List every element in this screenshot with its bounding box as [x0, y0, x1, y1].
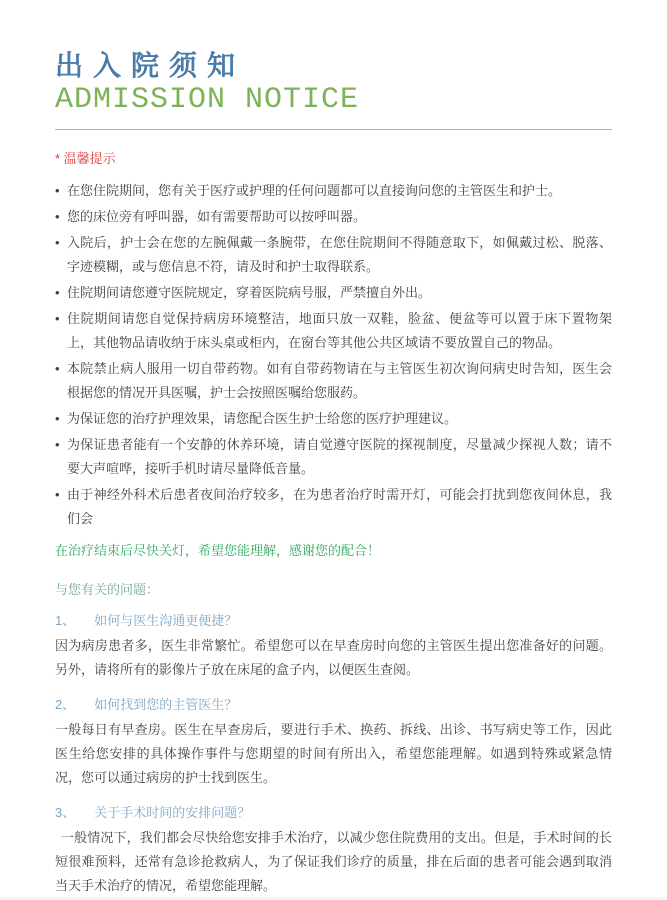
page-title-chinese: 出入院须知	[55, 50, 246, 81]
bullet-icon: •	[55, 209, 60, 224]
question-line	[55, 695, 612, 715]
question-line	[55, 611, 612, 631]
question-line	[55, 803, 612, 823]
warm-tips-label: * 温馨提示	[55, 151, 116, 166]
question-number: 1、	[55, 613, 76, 628]
answer-text: 一般每日有早查房。医生在早查房后，要进行手术、换药、拆线、出诊、书写病史等工作，因此医生给您安排的具体操作事件与您期望的时间有所出入，希望您能理解。如遇到特殊或紧急情况，您可以通过病房的护士找到医生。	[55, 722, 612, 785]
bullet-icon: •	[55, 311, 60, 326]
qa-item	[55, 695, 612, 790]
question-number: 2、	[55, 697, 76, 712]
tip-item	[55, 179, 612, 203]
tip-text: 您的床位旁有呼叫器，如有需要帮助可以按呼叫器。	[67, 209, 367, 224]
tip-item	[55, 357, 612, 405]
answer-text: 一般情况下，我们都会尽快给您安排手术治疗，以减少您住院费用的支出。但是，手术时间的长短很难预料，还常有急诊抢救病人，为了保证我们诊疗的质量，排在后面的患者可能会遇到取消当天手术治疗的情况，希望您能理解。	[55, 830, 612, 893]
bullet-icon: •	[55, 361, 60, 376]
tip-text: 为保证您的治疗护理效果，请您配合医生护士给您的医疗护理建议。	[67, 411, 458, 426]
questions-section-heading: 与您有关的问题：	[55, 582, 160, 597]
bullet-icon: •	[55, 285, 60, 300]
tip-text: 为保证患者能有一个安静的休养环境，请自觉遵守医院的探视制度，尽量减少探视人数；请不要大声喧哗，接听手机时请尽量降低音量。	[67, 437, 612, 476]
tip-item	[55, 281, 612, 305]
bullet-icon: •	[55, 487, 60, 502]
page-title-english: ADMISSION NOTICE	[55, 83, 360, 117]
tips-list	[55, 179, 612, 531]
tip-text: 由于神经外科术后患者夜间治疗较多，在为患者治疗时需开灯，可能会打扰到您夜间休息，我们会	[67, 487, 612, 526]
tip-item	[55, 433, 612, 481]
answer-text: 因为病房患者多，医生非常繁忙。希望您可以在早查房时向您的主管医生提出您准备好的问题。另外，请将所有的影像片子放在床尾的盒子内，以便医生查阅。	[55, 638, 612, 677]
question-number: 3、	[55, 805, 76, 820]
bullet-icon: •	[55, 235, 60, 250]
tip-text: 住院期间请您遵守医院规定，穿着医院病号服，严禁擅自外出。	[67, 285, 432, 300]
question-text: 如何找到您的主管医生？	[94, 697, 238, 712]
tip-item	[55, 231, 612, 279]
tip-item	[55, 307, 612, 355]
tip-item	[55, 205, 612, 229]
tip-text: 本院禁止病人服用一切自带药物。如有自带药物请在与主管医生初次询问病史时告知，医生会根据您的情况开具医嘱，护士会按照医嘱给您服药。	[67, 361, 612, 400]
bullet-icon: •	[55, 183, 60, 198]
qa-item	[55, 803, 612, 898]
bullet-icon: •	[55, 411, 60, 426]
qa-item	[55, 611, 612, 682]
question-text: 关于手术时间的安排问题？	[94, 805, 251, 820]
tip-text: 入院后，护士会在您的左腕佩戴一条腕带，在您住院期间不得随意取下，如佩戴过松、脱落、字迹模糊，或与您信息不符，请及时和护士取得联系。	[67, 235, 612, 274]
question-text: 如何与医生沟通更便捷？	[94, 613, 238, 628]
tip-text: 住院期间请您自觉保持病房环境整洁，地面只放一双鞋，脸盆、便盆等可以置于床下置物架上，其他物品请收纳于床头桌或柜内，在窗台等其他公共区域请不要放置自己的物品。	[67, 311, 612, 350]
bullet-icon: •	[55, 437, 60, 452]
tip-item	[55, 407, 612, 431]
tip-text: 在您住院期间，您有关于医疗或护理的任何问题都可以直接询问您的主管医生和护士。	[67, 183, 562, 198]
closing-note: 在治疗结束后尽快关灯，希望您能理解，感谢您的配合！	[55, 543, 381, 558]
tip-item	[55, 483, 612, 531]
title-divider	[55, 129, 612, 130]
